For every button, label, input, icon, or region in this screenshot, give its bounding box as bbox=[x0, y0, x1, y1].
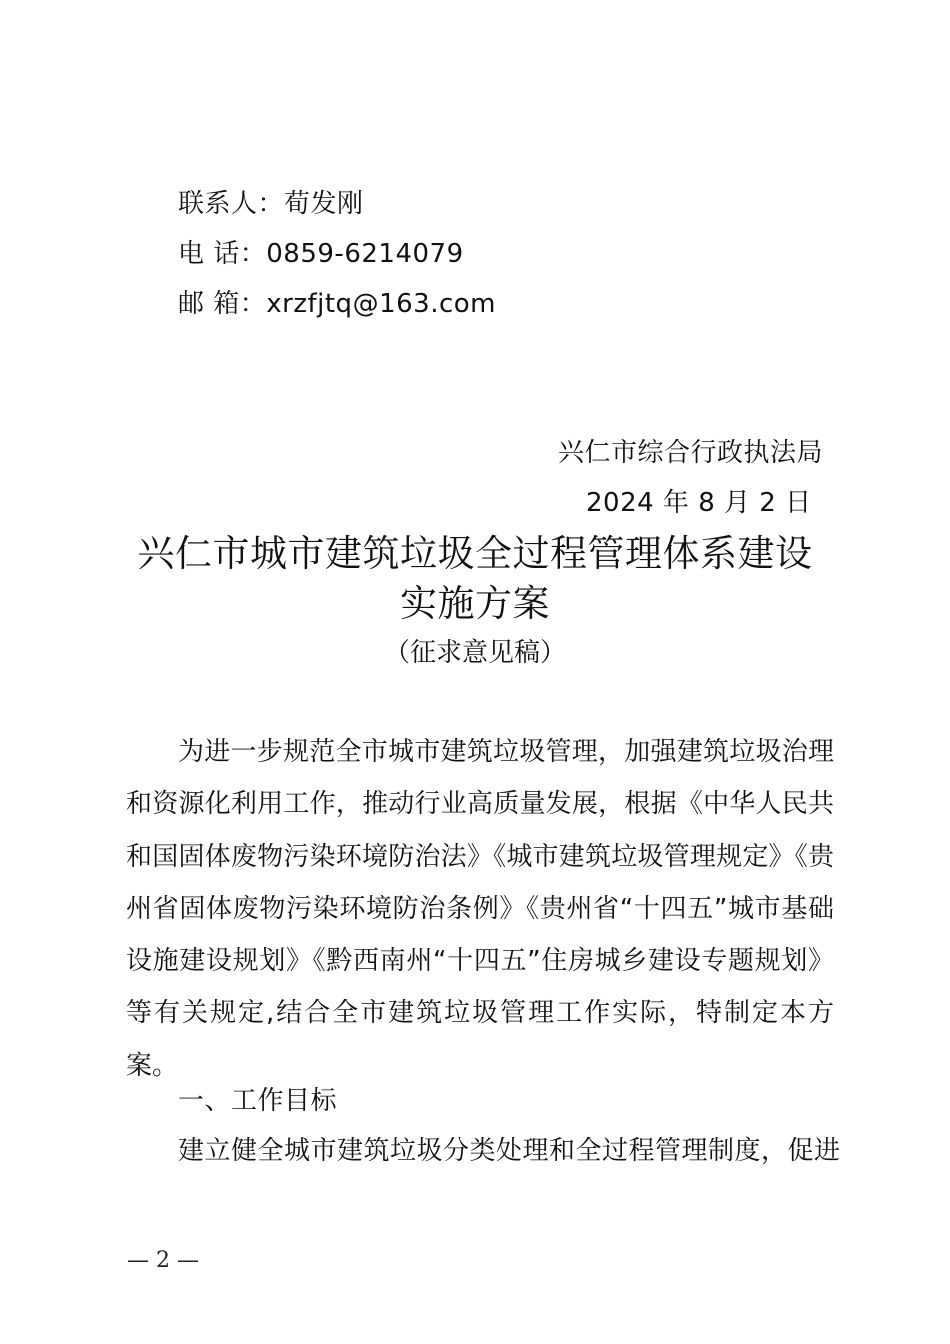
document-title-line-2: 实施方案 bbox=[400, 582, 550, 625]
contact-phone: 电 话：0859-6214079 bbox=[178, 239, 464, 269]
section-paragraph: 建立健全城市建筑垃圾分类处理和全过程管理制度，促进 bbox=[178, 1136, 841, 1166]
page-number: — 2 — bbox=[127, 1248, 199, 1273]
document-subtitle: （征求意见稿） bbox=[383, 638, 566, 668]
issuer-name: 兴仁市综合行政执法局 bbox=[558, 438, 824, 468]
intro-paragraph: 为进一步规范全市城市建筑垃圾管理，加强建筑垃圾治理和资源化利用工作，推动行业高质量发展，根据《中华人民共和国固体废物污染环境防治法》《城市建筑垃圾管理规定》《贵州省固体废物污染环境防治条例》《贵州省“十四五”城市基础设施建设规划》《黔西南州“十四五”住房城乡建设专题规划》等有关规定,结合全市建筑垃圾管理工作实际，特制定本方案。 bbox=[126, 737, 834, 1081]
contact-person: 联系人：荀发刚 bbox=[178, 189, 364, 219]
contact-email: 邮 箱：xrzfjtq@163.com bbox=[178, 289, 496, 319]
section-heading-goals: 一、工作目标 bbox=[178, 1086, 338, 1116]
issue-date: 2024 年 8 月 2 日 bbox=[586, 488, 812, 518]
document-title-line-1: 兴仁市城市建筑垃圾全过程管理体系建设 bbox=[137, 532, 813, 575]
